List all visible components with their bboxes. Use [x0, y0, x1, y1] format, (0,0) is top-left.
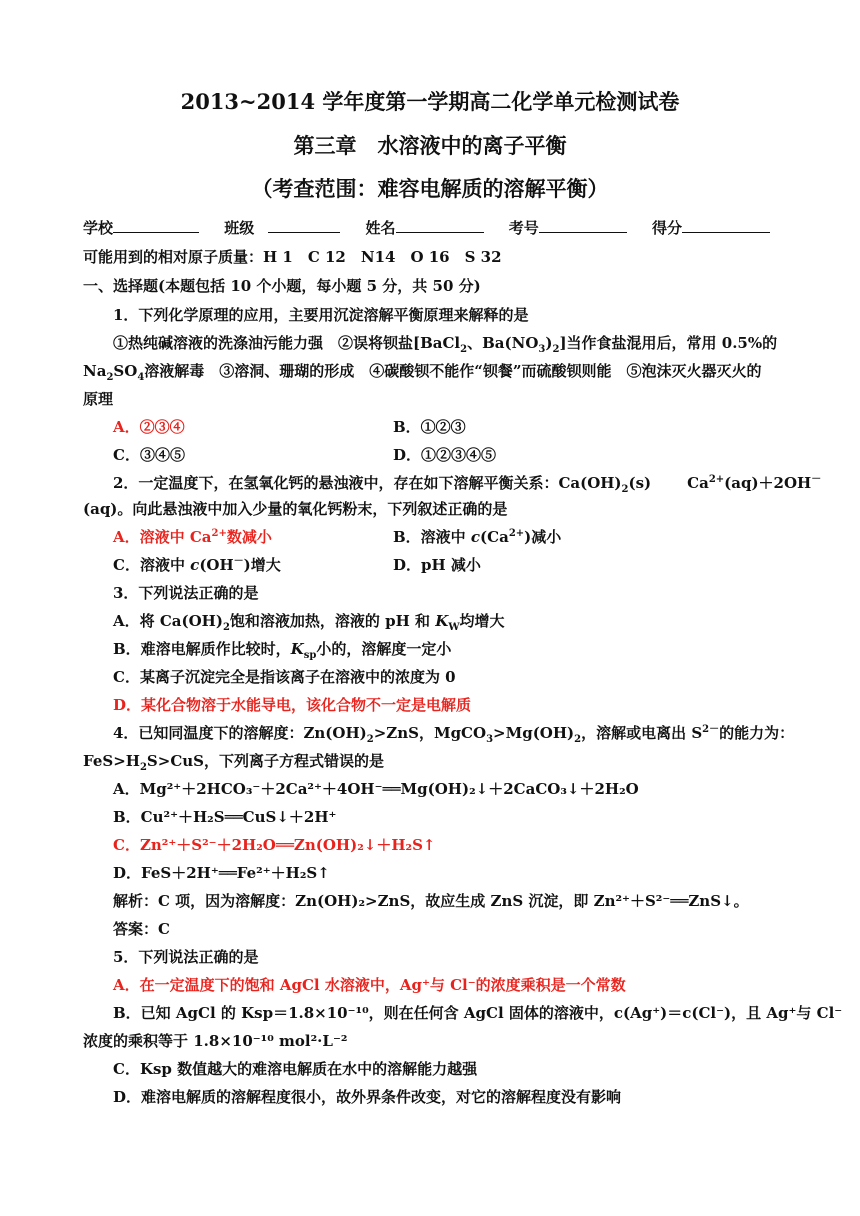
q5-stem: 5．下列说法正确的是 — [113, 948, 259, 966]
section-heading: 一、选择题(本题包括 10 个小题，每小题 5 分，共 50 分) — [83, 277, 481, 295]
q3-option-a: A．将 $Ca(OH)_2$饱和溶液加热，溶液的 pH 和 $K_W$均增大 — [113, 612, 505, 633]
student-info-row — [83, 218, 790, 238]
q5-option-a: A．在一定温度下的饱和 AgCl 水溶液中，Ag⁺与 Cl⁻的浓度乘积是一个常数 — [113, 976, 626, 994]
q1-line3: $Na_2SO_4$溶液解毒 ③溶洞、珊瑚的形成 ④碳酸钡不能作“钡餐”而硫酸钡则能 ⑤泡沫灭火器灭火的 — [83, 362, 762, 383]
q2-stem-line2: (aq)。向此悬浊液中加入少量的氧化钙粉末，下列叙述正确的是 — [83, 500, 508, 518]
q5-option-b-line2: 浓度的乘积等于 1.8×10⁻¹⁰ mol²·L⁻² — [83, 1032, 348, 1050]
q1-option-c: C．③④⑤ — [113, 446, 185, 464]
q1-stem: 1．下列化学原理的应用，主要用沉淀溶解平衡原理来解释的是 — [113, 306, 529, 324]
chapter-title: 第三章 水溶液中的离子平衡 — [293, 133, 567, 158]
q1-line2: ①热纯碱溶液的洗涤油污能力强 ②误将钡盐[BaCl$_2$、$Ba(NO_3)_2$]当作食盐混用后，常用 0.5%的 — [113, 334, 778, 355]
class-label: 班级 — [224, 219, 255, 237]
q3-option-d: D．某化合物溶于水能导电，该化合物不一定是电解质 — [113, 696, 472, 714]
q5-option-b: B．已知 AgCl 的 Ksp＝1.8×10⁻¹⁰，则在任何含 AgCl 固体的溶液中，c(Ag⁺)＝c(Cl⁻)，且 Ag⁺与 Cl⁻ — [113, 1004, 843, 1022]
scope-subtitle: （考查范围：难容电解质的溶解平衡） — [251, 176, 609, 201]
q4-option-b: B．Cu²⁺＋H₂S══CuS↓＋2H⁺ — [113, 808, 337, 826]
q3-stem: 3．下列说法正确的是 — [113, 584, 259, 602]
atomic-masses: 可能用到的相对原子质量：H 1 C 12 N14 O 16 S 32 — [83, 248, 502, 266]
q3-option-b: B．难溶电解质作比较时，$K_{sp}$小的，溶解度一定小 — [113, 640, 452, 661]
q4-stem: 4．已知同温度下的溶解度：$Zn(OH)_2>ZnS$，$MgCO_3>Mg(OH)_2$，溶解或电离出 $S^{2-}$的能力为： — [113, 724, 795, 745]
q4-answer: 答案：C — [113, 920, 170, 938]
school-blank[interactable] — [113, 218, 199, 233]
class-blank[interactable] — [268, 218, 340, 233]
q4-stem-line2: $FeS>H_2S>CuS$，下列离子方程式错误的是 — [83, 752, 385, 773]
q1-option-b: B．①②③ — [393, 418, 466, 436]
q4-option-d: D．FeS＋2H⁺══Fe²⁺＋H₂S↑ — [113, 864, 330, 882]
name-blank[interactable] — [396, 218, 484, 233]
q5-option-d: D．难溶电解质的溶解程度很小，故外界条件改变，对它的溶解程度没有影响 — [113, 1088, 622, 1106]
score-blank[interactable] — [682, 218, 770, 233]
q1-option-a: A．②③④ — [113, 418, 185, 436]
q2-option-b: B．溶液中 $c(Ca^{2+})$减小 — [393, 528, 562, 546]
q2-stem: 2．一定温度下，在氢氧化钙的悬浊液中，存在如下溶解平衡关系：$Ca(OH)_2(s)$ $Ca^{2+}(aq)+2OH^-$ — [113, 474, 822, 495]
score-label: 得分 — [652, 219, 683, 237]
q4-option-c: C．Zn²⁺＋S²⁻＋2H₂O══Zn(OH)₂↓＋H₂S↑ — [113, 836, 436, 854]
q1-line4: 原理 — [83, 390, 114, 408]
q1-option-d: D．①②③④⑤ — [393, 446, 497, 464]
school-label: 学校 — [83, 219, 114, 237]
q4-option-a: A．Mg²⁺＋2HCO₃⁻＋2Ca²⁺＋4OH⁻══Mg(OH)₂↓＋2CaCO₃↓＋2H₂O — [113, 780, 639, 798]
q2-option-c: C．溶液中 c(OH－)增大 — [113, 556, 281, 574]
number-blank[interactable] — [539, 218, 627, 233]
q2-option-d: D．pH 减小 — [393, 556, 481, 574]
q3-option-c: C．某离子沉淀完全是指该离子在溶液中的浓度为 0 — [113, 668, 456, 686]
q2-option-a: A．溶液中 $Ca^{2+}$数减小 — [113, 528, 272, 546]
q5-option-c: C．Ksp 数值越大的难溶电解质在水中的溶解能力越强 — [113, 1060, 478, 1078]
q4-analysis: 解析：C 项，因为溶解度：Zn(OH)₂>ZnS，故应生成 ZnS 沉淀，即 Zn²⁺＋S²⁻══ZnS↓。 — [113, 892, 749, 910]
number-label: 考号 — [508, 219, 539, 237]
name-label: 姓名 — [365, 219, 396, 237]
exam-title: 2013~2014 学年度第一学期高二化学单元检测试卷 — [180, 89, 680, 114]
